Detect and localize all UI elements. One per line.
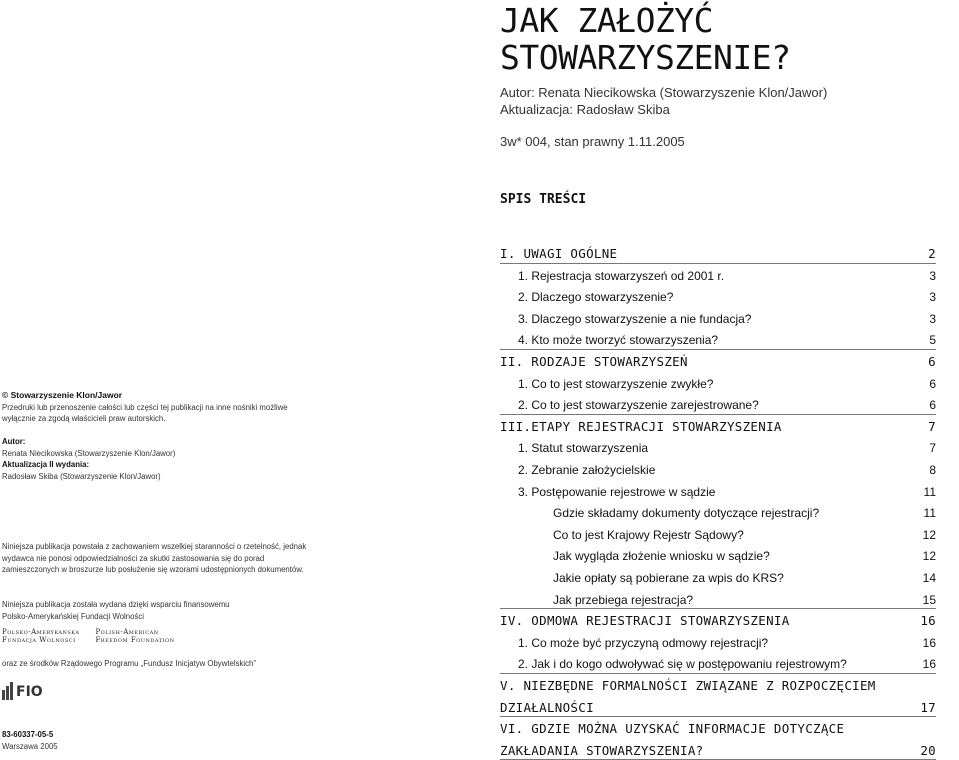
toc-entry-text: 1. Rejestracja stowarzyszeń od 2001 r. bbox=[518, 268, 725, 283]
toc-entry-text: Gdzie składamy dokumenty dotyczące rejestracji? bbox=[553, 506, 820, 521]
title-line-2: STOWARZYSZENIE? bbox=[500, 38, 791, 77]
title-line-1: JAK ZAŁOŻYĆ bbox=[500, 1, 714, 40]
toc-entry-text: 2. Co to jest stowarzyszenie zarejestrowane? bbox=[518, 398, 759, 413]
svg-text:FIO: FIO bbox=[16, 684, 43, 700]
toc-row bbox=[500, 283, 936, 304]
toc-entry-text: II. RODZAJE STOWARZYSZEŃ bbox=[500, 354, 688, 369]
toc-page-number: 12 bbox=[922, 549, 936, 564]
fio-logo bbox=[2, 676, 50, 707]
toc-page-number: 7 bbox=[929, 441, 936, 456]
toc-page-number: 16 bbox=[920, 613, 936, 629]
toc-row bbox=[500, 694, 936, 715]
toc-entry-text: ZAKŁADANIA STOWARZYSZENIA? bbox=[500, 742, 704, 758]
pafw-logo-polish: Polsko-Amerykańska Fundacja Wolności bbox=[2, 628, 80, 644]
toc-row bbox=[500, 370, 936, 391]
toc-entry-text: Jak przebiega rejestracja? bbox=[553, 592, 694, 607]
toc-row bbox=[500, 305, 936, 326]
toc-row bbox=[500, 348, 936, 369]
toc-page-number: 14 bbox=[922, 571, 936, 585]
copyright-line: © Stowarzyszenie Klon/Jawor bbox=[2, 390, 123, 400]
toc-row bbox=[500, 499, 936, 520]
toc-page-number: 11 bbox=[923, 506, 936, 521]
pafw-logo-english: Polish-American Freedom Foundation bbox=[95, 628, 175, 644]
author-value: Renata Niecikowska (Stowarzyszenie Klon/Jawor) bbox=[2, 448, 176, 458]
toc-heading: SPIS TREŚCI bbox=[500, 192, 587, 207]
fio-note: oraz ze środków Rządowego Programu „Fundusz Inicjatyw Obywtelskich” bbox=[2, 659, 256, 668]
author-label: Autor: bbox=[2, 437, 26, 446]
toc-row bbox=[500, 521, 936, 542]
toc-page-number: 8 bbox=[929, 463, 936, 477]
toc-row bbox=[500, 326, 936, 347]
credits-block bbox=[2, 436, 282, 482]
toc-row bbox=[500, 672, 936, 693]
toc-page-number: 11 bbox=[923, 484, 936, 499]
toc-row bbox=[500, 564, 936, 585]
toc-row bbox=[500, 434, 936, 455]
toc-entry-text: Co to jest Krajowy Rejestr Sądowy? bbox=[553, 527, 744, 542]
toc-page-number: 3 bbox=[929, 311, 936, 326]
toc-entry-text: Jakie opłaty są pobierane za wpis do KRS? bbox=[553, 571, 784, 585]
toc-page-number: 16 bbox=[922, 635, 936, 650]
toc-row bbox=[500, 629, 936, 650]
toc-row bbox=[500, 650, 936, 671]
toc-entry-text: 1. Co może być przyczyną odmowy rejestracji? bbox=[518, 635, 769, 650]
toc-entry-text: 2. Zebranie założycielskie bbox=[518, 463, 656, 477]
toc-entry-text: VI. GDZIE MOŻNA UZYSKAĆ INFORMACJE DOTYCZĄCE bbox=[500, 721, 845, 737]
toc-row bbox=[500, 478, 936, 499]
pafw-logos bbox=[2, 628, 175, 644]
toc-row bbox=[500, 542, 936, 563]
toc-entry-text: 1. Statut stowarzyszenia bbox=[518, 441, 649, 456]
edition-line: 3w* 004, stan prawny 1.11.2005 bbox=[500, 134, 685, 149]
toc-page-number: 20 bbox=[920, 742, 936, 758]
toc-row bbox=[500, 391, 936, 412]
toc-entry-text: 4. Kto może tworzyć stowarzyszenia? bbox=[518, 333, 719, 348]
toc-entry-text: 3. Dlaczego stowarzyszenie a nie fundacja? bbox=[518, 311, 752, 326]
toc-row bbox=[500, 240, 936, 261]
toc-page-number: 3 bbox=[929, 268, 936, 283]
update-line: Aktualizacja: Radosław Skiba bbox=[500, 102, 670, 117]
toc-entry-text: V. NIEZBĘDNE FORMALNOŚCI ZWIĄZANE Z ROZPOCZĘCIEM bbox=[500, 678, 876, 693]
document-title bbox=[500, 2, 791, 76]
toc-page-number: 7 bbox=[928, 418, 936, 434]
toc-entry-text: I. UWAGI OGÓLNE bbox=[500, 246, 618, 261]
toc-entry-text: Jak wygląda złożenie wniosku w sądzie? bbox=[553, 549, 770, 564]
toc-row bbox=[500, 262, 936, 283]
toc-row bbox=[500, 715, 936, 736]
toc-page-number: 5 bbox=[929, 333, 936, 348]
toc-entry-text: III.ETAPY REJESTRACJI STOWARZYSZENIA bbox=[500, 418, 782, 434]
toc-row bbox=[500, 456, 936, 477]
isbn: 83-60337-05-5 bbox=[2, 730, 54, 739]
copyright-block bbox=[2, 390, 292, 425]
toc-page-number: 6 bbox=[929, 398, 936, 413]
toc-page-number: 16 bbox=[922, 657, 936, 672]
disclaimer: Niniejsza publikacja powstała z zachowaniem wszelkiej staranności o rzetelność, jednak wydawca nie ponosi odpowiedzialności za skutki zastosowania się do porad zamieszczonych w broszurze lub posłużenie się wzorami udostępnionych dokumentów. bbox=[2, 542, 307, 574]
toc-page-number: 6 bbox=[928, 354, 936, 369]
update-value: Radosław Skiba (Stowarzyszenie Klon/Jawor) bbox=[2, 471, 161, 481]
toc-entry-text: 3. Postępowanie rejestrowe w sądzie bbox=[518, 484, 716, 499]
toc-entry-text: IV. ODMOWA REJESTRACJI STOWARZYSZENIA bbox=[500, 613, 790, 629]
reprint-notice: Przedruki lub przenoszenie całości lub części tej publikacji na inne nośniki możliwe wyłącznie za zgodą właścicieli praw autorskich. bbox=[2, 402, 288, 423]
toc-page-number: 17 bbox=[920, 699, 936, 715]
toc-page-number: 12 bbox=[922, 527, 936, 542]
toc-page-number: 2 bbox=[928, 246, 936, 261]
update-label: Aktualizacja II wydania: bbox=[2, 460, 90, 469]
toc-page-number: 6 bbox=[929, 376, 936, 391]
toc-row bbox=[500, 413, 936, 434]
toc-entry-text: 1. Co to jest stowarzyszenie zwykłe? bbox=[518, 376, 714, 391]
toc-entry-text: 2. Jak i do kogo odwoływać się w postępowaniu rejestrowym? bbox=[518, 657, 847, 672]
toc-row bbox=[500, 607, 936, 628]
toc-row bbox=[500, 737, 936, 758]
support-note: Niniejsza publikacja została wydana dzięki wsparciu finansowemu Polsko-Amerykańskiej Fundacji Wolności bbox=[2, 600, 230, 621]
toc-entry-text: DZIAŁALNOŚCI bbox=[500, 699, 594, 715]
toc-row bbox=[500, 586, 936, 607]
toc-page-number: 3 bbox=[929, 290, 936, 305]
toc-entry-text: 2. Dlaczego stowarzyszenie? bbox=[518, 290, 674, 305]
toc-page-number: 15 bbox=[922, 592, 936, 607]
publication-place: Warszawa 2005 bbox=[2, 742, 58, 751]
author-line: Autor: Renata Niecikowska (Stowarzyszenie Klon/Jawor) bbox=[500, 85, 828, 100]
